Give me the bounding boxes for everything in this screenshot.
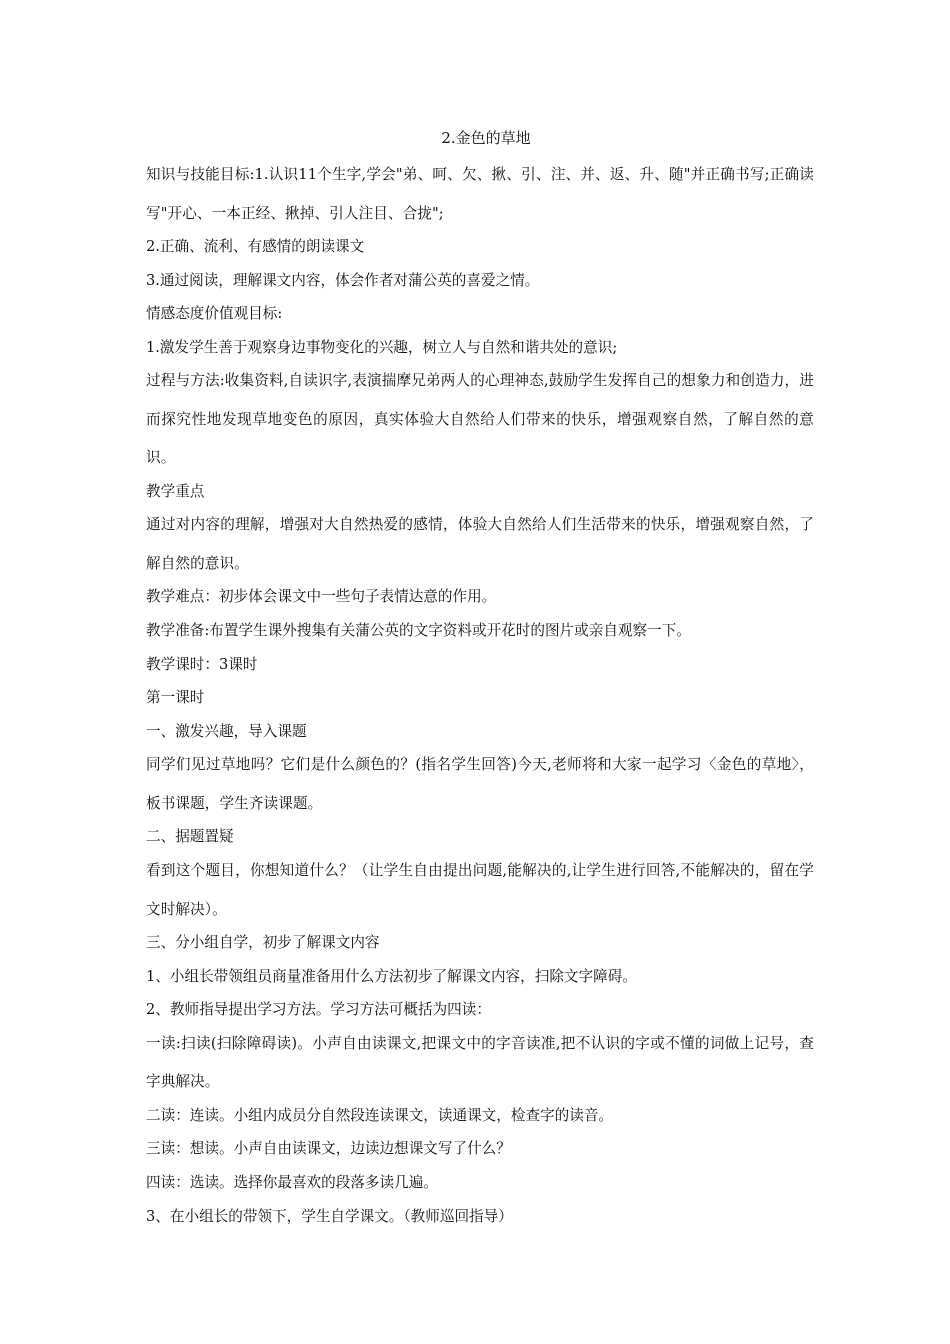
text-line: 第一课时: [146, 689, 205, 707]
text-line: 教学重点: [146, 482, 205, 500]
paragraph: 知识与技能目标:1.认识11个生字,学会"弟、呵、欠、揪、引、注、并、返、升、随"并正确书写;正确读写"开心、一本正经、揪掉、引人注目、合拢";: [146, 166, 814, 222]
paragraph: 一读:扫读(扫除障碍读)。小声自由读课文,把课文中的字音读准,把不认识的字或不懂的词做上记号，查字典解决。: [146, 1034, 814, 1091]
text-line: 教学课时：3课时: [146, 655, 258, 673]
text-line: 1.激发学生善于观察身边事物变化的兴趣，树立人与自然和谐共处的意识;: [146, 338, 618, 356]
paragraph: 通过对内容的理解，增强对大自然热爱的感情，体验大自然给人们生活带来的快乐，增强观察自然，了解自然的意识。: [146, 516, 814, 572]
text-line: 三、分小组自学，初步了解课文内容: [146, 934, 380, 952]
text-line: 教学准备:布置学生课外搜集有关蒲公英的文字资料或开花时的图片或亲自观察一下。: [146, 622, 691, 640]
text-line: 三读：想读。小声自由读课文，边读边想课文写了什么？: [146, 1140, 511, 1158]
paragraph: 看到这个题目，你想知道什么？（让学生自由提出问题,能解决的,让学生进行回答,不能解决的，留在学文时解决）。: [146, 862, 814, 918]
text-line: 3.通过阅读，理解课文内容，体会作者对蒲公英的喜爱之情。: [146, 271, 540, 289]
text-line: 2、教师指导提出学习方法。学习方法可概括为四读：: [146, 1001, 491, 1019]
text-line: 二读：连读。小组内成员分自然段连读课文，读通课文，检查字的读音。: [146, 1106, 614, 1124]
text-line: 2.正确、流利、有感情的朗读课文: [146, 238, 365, 255]
text-line: 3、在小组长的带领下，学生自学课文。（教师巡回指导）: [146, 1207, 513, 1225]
text-line: 情感态度价值观目标:: [146, 305, 283, 323]
text-line: 教学难点：初步体会课文中一些句子表情达意的作用。: [146, 588, 497, 606]
text-line: 四读：选读。选择你最喜欢的段落多读几遍。: [146, 1174, 438, 1191]
document-title: 2.金色的草地: [441, 129, 531, 147]
text-line: 1、小组长带领组员商量准备用什么方法初步了解课文内容，扫除文字障碍。: [146, 967, 637, 985]
text-line: 一、激发兴趣，导入课题: [146, 722, 307, 740]
paragraph: 过程与方法:收集资料,自读识字,表演揣摩兄弟两人的心理神态,鼓励学生发挥自己的想象力和创造力，进而探究性地发现草地变色的原因，真实体验大自然给人们带来的快乐，增强观察自然，了解自然的意识。: [146, 372, 814, 467]
text-line: 二、据题置疑: [146, 828, 234, 846]
paragraph: 同学们见过草地吗？它们是什么颜色的？(指名学生回答)今天,老师将和大家一起学习〈金色的草地〉，板书课题，学生齐读课题。: [146, 756, 814, 812]
document-text: [146, 156, 814, 1233]
document-body: [146, 126, 814, 1233]
